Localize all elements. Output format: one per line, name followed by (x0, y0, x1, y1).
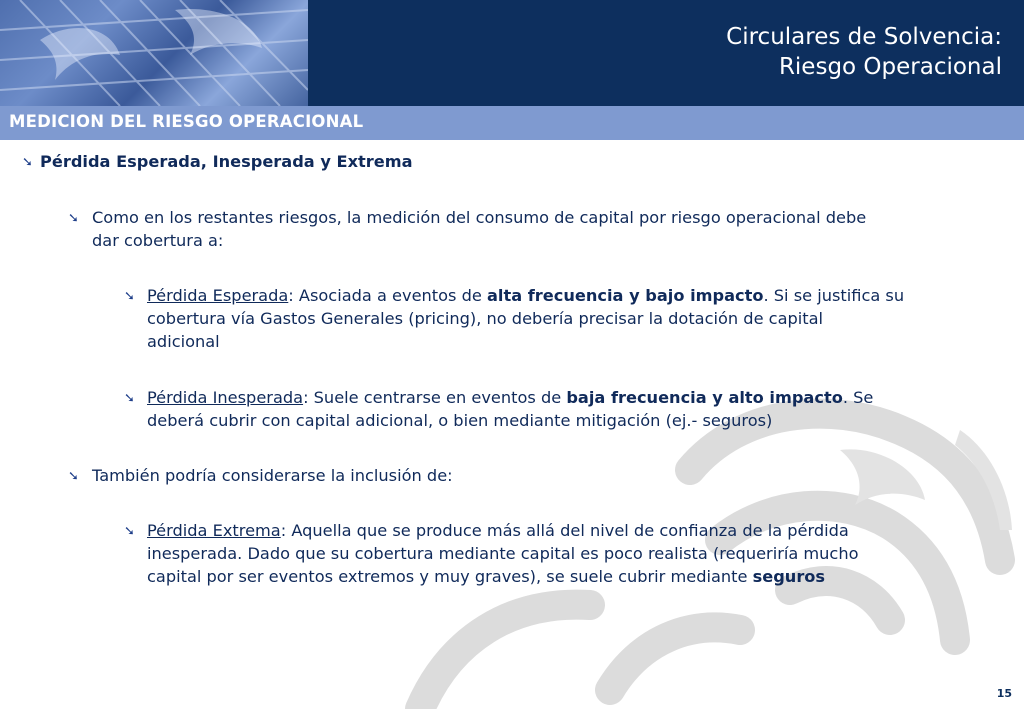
esperada-post: . Si se justifica su (763, 286, 905, 305)
inesperada-term: Pérdida Inesperada (147, 388, 304, 407)
section-bar (0, 106, 1024, 140)
item2-text: También podría considerarse la inclusión de: (92, 466, 453, 485)
extrema-line2: inesperada. Dado que su cobertura mediante capital es poco realista (requeriría mucho (147, 544, 859, 563)
extrema-line1 (147, 520, 849, 543)
slide-content (0, 140, 1024, 709)
arrow-bullet-icon: ➘ (68, 211, 79, 226)
arrow-bullet-icon: ➘ (22, 155, 33, 170)
arrow-bullet-icon: ➘ (68, 469, 79, 484)
item1-line2: dar cobertura a: (92, 231, 224, 250)
inesperada-line1 (147, 387, 873, 410)
page-title-line1: Circulares de Solvencia: (726, 24, 1002, 50)
esperada-line2: cobertura vía Gastos Generales (pricing), no debería precisar la dotación de capital (147, 309, 824, 328)
arrow-bullet-icon: ➘ (124, 524, 135, 539)
header-photo (0, 0, 308, 106)
esperada-bold: alta frecuencia y bajo impacto (487, 286, 764, 305)
section-label: MEDICION DEL RIESGO OPERACIONAL (9, 112, 364, 131)
esperada-pre: : Asociada a eventos de (288, 286, 487, 305)
extrema-line3-bold: seguros (752, 567, 826, 586)
inesperada-pre: : Suele centrarse en eventos de (303, 388, 567, 407)
inesperada-line2: deberá cubrir con capital adicional, o bien mediante mitigación (ej.- seguros) (147, 411, 773, 430)
item1-line1: Como en los restantes riesgos, la medición del consumo de capital por riesgo operacional debe (92, 208, 867, 227)
extrema-line3 (147, 566, 825, 589)
slide-header (0, 0, 1024, 106)
abstract-photo-graphic (0, 0, 308, 106)
inesperada-post: . Se (842, 388, 874, 407)
page-title-line2: Riesgo Operacional (778, 54, 1002, 80)
inesperada-bold: baja frecuencia y alto impacto (566, 388, 843, 407)
extrema-line3-pre: capital por ser eventos extremos y muy graves), se suele cubrir mediante (147, 567, 753, 586)
esperada-term: Pérdida Esperada (147, 286, 289, 305)
esperada-line1 (147, 285, 904, 308)
extrema-term: Pérdida Extrema (147, 521, 281, 540)
page-number: 15 (996, 687, 1012, 700)
content-heading: Pérdida Esperada, Inesperada y Extrema (40, 152, 413, 171)
arrow-bullet-icon: ➘ (124, 391, 135, 406)
extrema-pre: : Aquella que se produce más allá del nivel de confianza de la pérdida (280, 521, 849, 540)
arrow-bullet-icon: ➘ (124, 289, 135, 304)
page-title (502, 22, 1002, 82)
esperada-line3: adicional (147, 332, 220, 351)
